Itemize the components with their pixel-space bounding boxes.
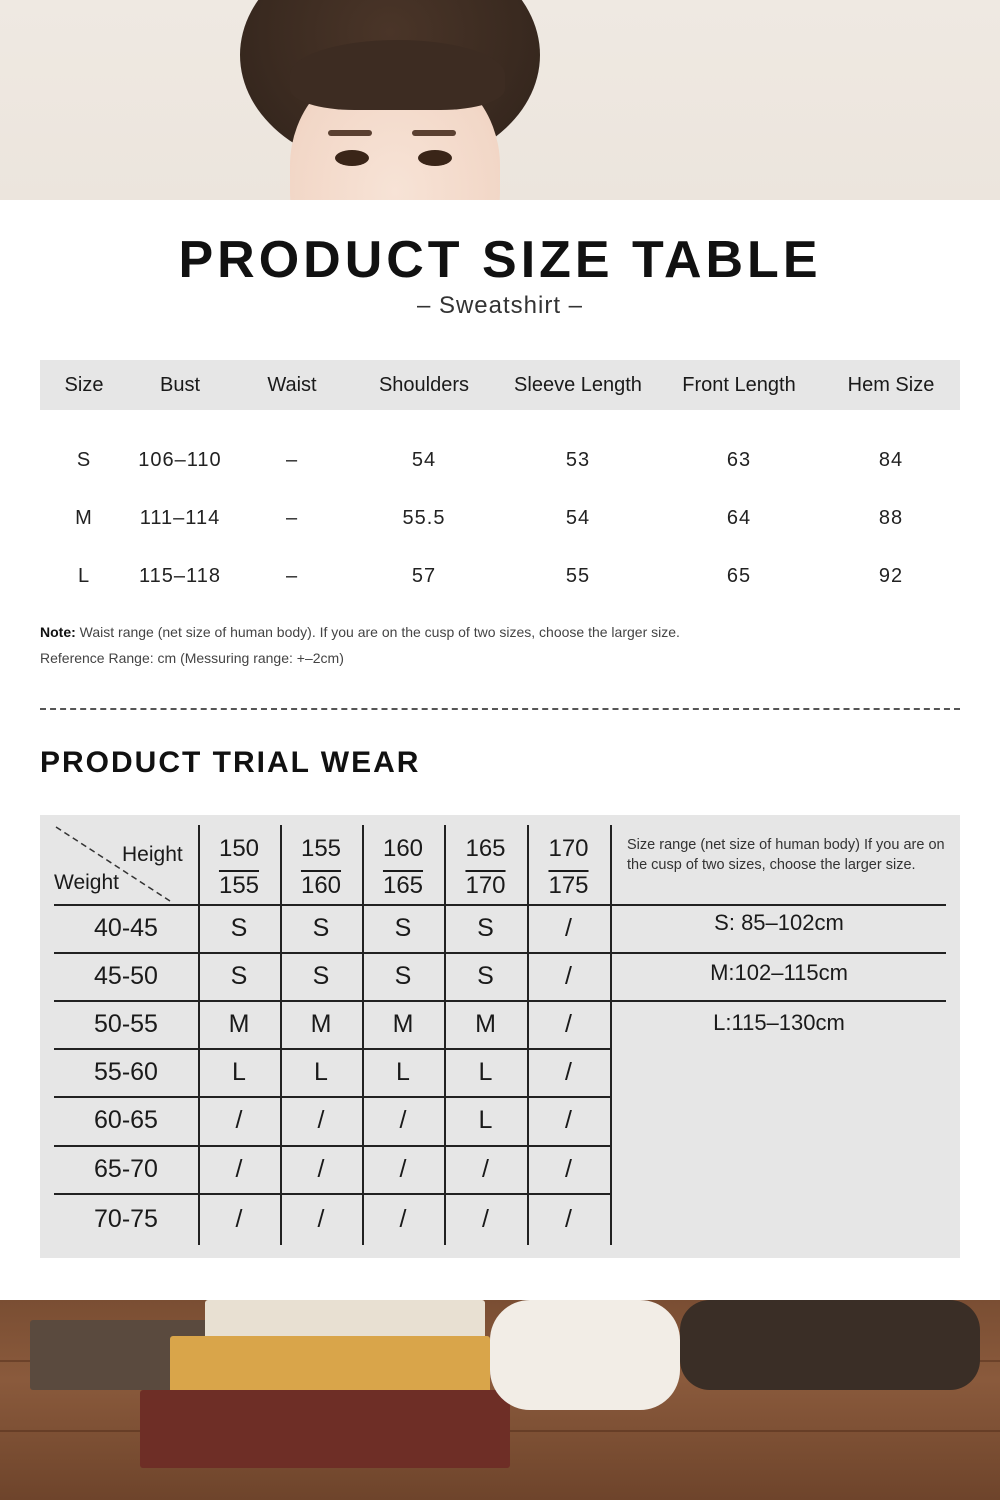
size-fit-cell: / <box>565 1010 572 1038</box>
size-table-cell: 65 <box>726 565 752 587</box>
height-header-cell <box>198 830 280 904</box>
size-fit-cell: S <box>312 962 330 990</box>
size-fit-cell: / <box>565 1155 572 1183</box>
book <box>205 1300 485 1340</box>
height-from: 165 <box>465 835 506 862</box>
height-to: 155 <box>218 872 260 899</box>
size-fit-cell: S <box>230 914 248 942</box>
reference-line: Reference Range: cm (Messuring range: +–2cm) <box>40 650 344 666</box>
size-table-cell: 92 <box>878 565 904 587</box>
size-fit-cell: / <box>399 1155 407 1183</box>
weight-cell: 50-55 <box>94 1010 158 1038</box>
size-fit-cell: / <box>565 1058 572 1086</box>
height-header-cell <box>527 830 610 904</box>
note-text: Waist range (net size of human body). If you are on the cusp of two sizes, choose the larger size. <box>75 624 680 640</box>
size-table-cell: 55.5 <box>402 507 446 529</box>
size-table-cell: 111–114 <box>139 507 221 529</box>
page-title: PRODUCT SIZE TABLE <box>178 231 822 289</box>
size-header-cell: Size <box>64 374 104 396</box>
size-fit-cell: L <box>478 1106 493 1134</box>
grid-hline <box>610 1000 946 1002</box>
height-header-cell <box>280 830 362 904</box>
size-fit-cell: / <box>399 1205 407 1233</box>
size-header-cell: Hem Size <box>847 374 935 396</box>
size-fit-cell: / <box>235 1106 243 1134</box>
size-table-cell: – <box>285 507 299 529</box>
size-table-cell: 64 <box>726 507 752 529</box>
size-table-cell: 106–110 <box>138 449 222 471</box>
height-to: 165 <box>382 872 424 899</box>
size-table-cell: 88 <box>878 507 904 529</box>
size-fit-cell: / <box>565 1205 572 1233</box>
size-table-cell: 54 <box>565 507 591 529</box>
size-fit-cell: / <box>565 1106 572 1134</box>
size-table-cell: 53 <box>565 449 591 471</box>
weight-cell: 40-45 <box>94 914 158 942</box>
size-fit-cell: / <box>235 1205 243 1233</box>
size-table-cell: 84 <box>878 449 904 471</box>
grid-hline <box>610 904 946 906</box>
size-table-cell: 63 <box>726 449 752 471</box>
height-header-cell <box>444 830 527 904</box>
height-from: 160 <box>382 835 424 862</box>
size-fit-cell: / <box>317 1155 325 1183</box>
note-label: Note: <box>40 624 76 640</box>
trial-title: PRODUCT TRIAL WEAR <box>40 746 421 779</box>
size-range-value: S: 85–102cm <box>714 910 844 935</box>
size-header-cell: Bust <box>159 374 201 396</box>
height-to: 170 <box>465 872 506 899</box>
size-fit-cell: / <box>235 1155 243 1183</box>
weight-cell: 60-65 <box>94 1106 158 1134</box>
eyebrow-right <box>412 130 456 136</box>
size-fit-cell: L <box>232 1058 246 1086</box>
size-fit-cell: M <box>310 1010 332 1038</box>
size-header-cell: Shoulders <box>378 374 470 396</box>
size-fit-cell: M <box>475 1010 496 1038</box>
book <box>140 1390 510 1468</box>
size-table-header <box>40 360 960 410</box>
size-header-cell: Waist <box>267 374 317 396</box>
corner-weight-label: Weight <box>54 871 119 894</box>
size-fit-cell: S <box>394 962 412 990</box>
eye-left <box>335 150 369 166</box>
height-to: 175 <box>548 872 589 899</box>
size-fit-cell: S <box>394 914 412 942</box>
books-photo-bottom <box>0 1300 1000 1500</box>
page-subtitle: – Sweatshirt – <box>416 292 584 319</box>
size-fit-cell: M <box>228 1010 250 1038</box>
size-table-cell: L <box>77 565 91 587</box>
height-header-cell <box>362 830 444 904</box>
size-table-cell: 54 <box>411 449 437 471</box>
bangs-shape <box>290 40 505 110</box>
size-fit-cell: / <box>565 962 572 990</box>
height-from: 150 <box>218 835 260 862</box>
size-fit-cell: / <box>565 914 572 942</box>
size-fit-cell: M <box>392 1010 414 1038</box>
size-table-cell: S <box>76 449 92 471</box>
size-fit-cell: S <box>477 914 494 942</box>
note-line <box>40 624 680 640</box>
size-range-note: Size range (net size of human body) If you are on the cusp of two sizes, choose the larger size. <box>627 837 945 873</box>
size-header-cell: Front Length <box>682 374 796 396</box>
size-fit-cell: / <box>399 1106 407 1134</box>
weight-cell: 70-75 <box>94 1205 158 1233</box>
dashed-divider <box>40 708 960 710</box>
size-fit-cell: / <box>317 1205 325 1233</box>
size-fit-cell: L <box>314 1058 328 1086</box>
eye-right <box>418 150 452 166</box>
size-fit-cell: / <box>317 1106 325 1134</box>
corner-height-label: Height <box>122 843 183 866</box>
size-fit-cell: L <box>478 1058 493 1086</box>
height-from: 155 <box>300 835 342 862</box>
size-header-cell: Sleeve Length <box>514 374 642 396</box>
weight-cell: 45-50 <box>94 962 158 990</box>
size-fit-cell: S <box>312 914 330 942</box>
eyebrow-left <box>328 130 372 136</box>
size-fit-cell: S <box>230 962 248 990</box>
size-range-value: M:102–115cm <box>710 960 848 985</box>
size-fit-cell: L <box>396 1058 410 1086</box>
size-table-cell: M <box>75 507 93 529</box>
model-photo-top <box>0 0 1000 200</box>
weight-cell: 55-60 <box>94 1058 158 1086</box>
size-table-cell: – <box>285 565 299 587</box>
size-card <box>0 200 1000 1300</box>
book <box>170 1336 490 1394</box>
size-table-cell: 55 <box>565 565 591 587</box>
size-table-cell: 115–118 <box>139 565 221 587</box>
size-table-cell: 57 <box>411 565 437 587</box>
size-fit-cell: / <box>482 1155 489 1183</box>
height-from: 170 <box>548 835 589 862</box>
trial-table <box>40 815 960 1258</box>
grid-hline <box>610 952 946 954</box>
size-fit-cell: S <box>477 962 494 990</box>
boot <box>680 1300 980 1390</box>
size-range-value: L:115–130cm <box>713 1010 845 1035</box>
size-table-cell: – <box>285 449 299 471</box>
size-fit-cell: / <box>482 1205 489 1233</box>
sock <box>490 1300 680 1410</box>
height-to: 160 <box>300 872 342 899</box>
weight-cell: 65-70 <box>94 1155 158 1183</box>
